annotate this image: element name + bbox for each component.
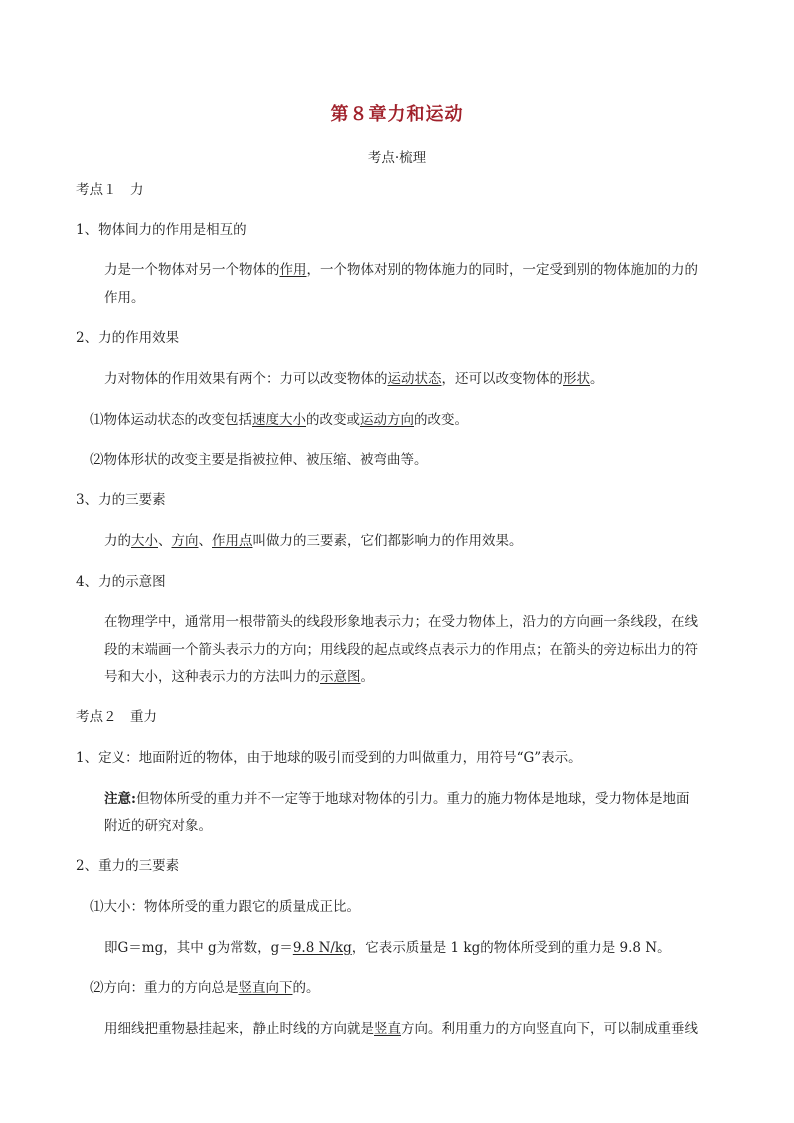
paragraph-line: 号和大小，这种表示力的方法叫力的示意图。 (104, 669, 374, 685)
underlined-term: 示意图 (320, 669, 361, 685)
subsection-heading: 4、力的示意图 (76, 574, 166, 590)
underlined-term: 作用 (279, 262, 307, 278)
list-item: ⑴大小：物体所受的重力跟它的质量成正比。 (90, 899, 360, 915)
paragraph-line: 作用。 (104, 290, 145, 306)
paragraph-line: 用细线把重物悬挂起来，静止时线的方向就是竖直方向。利用重力的方向竖直向下，可以制成重垂线 (104, 1021, 698, 1037)
underlined-term: 运动状态 (387, 371, 442, 387)
underlined-term: 作用点 (212, 533, 253, 549)
underlined-term: 形状 (563, 371, 590, 387)
note-line: 附近的研究对象。 (104, 818, 212, 834)
paragraph-line: 段的末端画一个箭头表示力的方向；用线段的起点或终点表示力的作用点；在箭头的旁边标出力的符 (104, 642, 698, 658)
underlined-term: 竖直向下 (238, 980, 293, 996)
subsection-heading: 2、重力的三要素 (76, 858, 180, 874)
subsection-heading: 1、物体间力的作用是相互的 (76, 222, 247, 238)
section-heading-kp1: 考点１ 力 (76, 182, 144, 198)
subsection-heading: 2、力的作用效果 (76, 330, 180, 346)
underlined-term: 速度大小 (252, 412, 306, 428)
list-item: ⑵方向：重力的方向总是竖直向下的。 (90, 980, 320, 996)
note-label: 注意: (104, 791, 136, 807)
subsection-heading: 1、定义：地面附近的物体，由于地球的吸引而受到的力叫做重力，用符号“G”表示。 (76, 750, 582, 766)
paragraph-line: 力的大小、方向、作用点叫做力的三要素，它们都影响力的作用效果。 (104, 533, 523, 549)
list-item: ⑵物体形状的改变主要是指被拉伸、被压缩、被弯曲等。 (90, 452, 428, 468)
formula-line: 即G＝mg，其中 g为常数，g＝9.8 N/kg，它表示质量是 1 kg的物体所受到的重力是 9.8 N。 (104, 940, 671, 956)
subsection-heading: 3、力的三要素 (76, 492, 166, 508)
underlined-term: 运动方向 (360, 412, 414, 428)
paragraph-line: 在物理学中，通常用一根带箭头的线段形象地表示力；在受力物体上，沿力的方向画一条线段，在线 (104, 614, 698, 630)
page-title: 第８章力和运动 (330, 104, 464, 125)
underlined-term: 9.8 N/kg (292, 940, 352, 956)
note-line: 注意:但物体所受的重力并不一定等于地球对物体的引力。重力的施力物体是地球，受力物体是地面 (104, 791, 690, 807)
underlined-term: 竖直 (374, 1021, 401, 1037)
paragraph-line: 力是一个物体对另一个物体的作用，一个物体对别的物体施力的同时，一定受到别的物体施加的力的 (104, 262, 698, 278)
underlined-term: 方向 (171, 533, 199, 549)
page-subtitle: 考点·梳理 (367, 150, 427, 166)
paragraph-line: 力对物体的作用效果有两个：力可以改变物体的运动状态，还可以改变物体的形状。 (104, 371, 604, 387)
section-heading-kp2: 考点２ 重力 (76, 709, 157, 725)
underlined-term: 大小 (131, 533, 158, 549)
list-item: ⑴物体运动状态的改变包括速度大小的改变或运动方向的改变。 (90, 412, 468, 428)
